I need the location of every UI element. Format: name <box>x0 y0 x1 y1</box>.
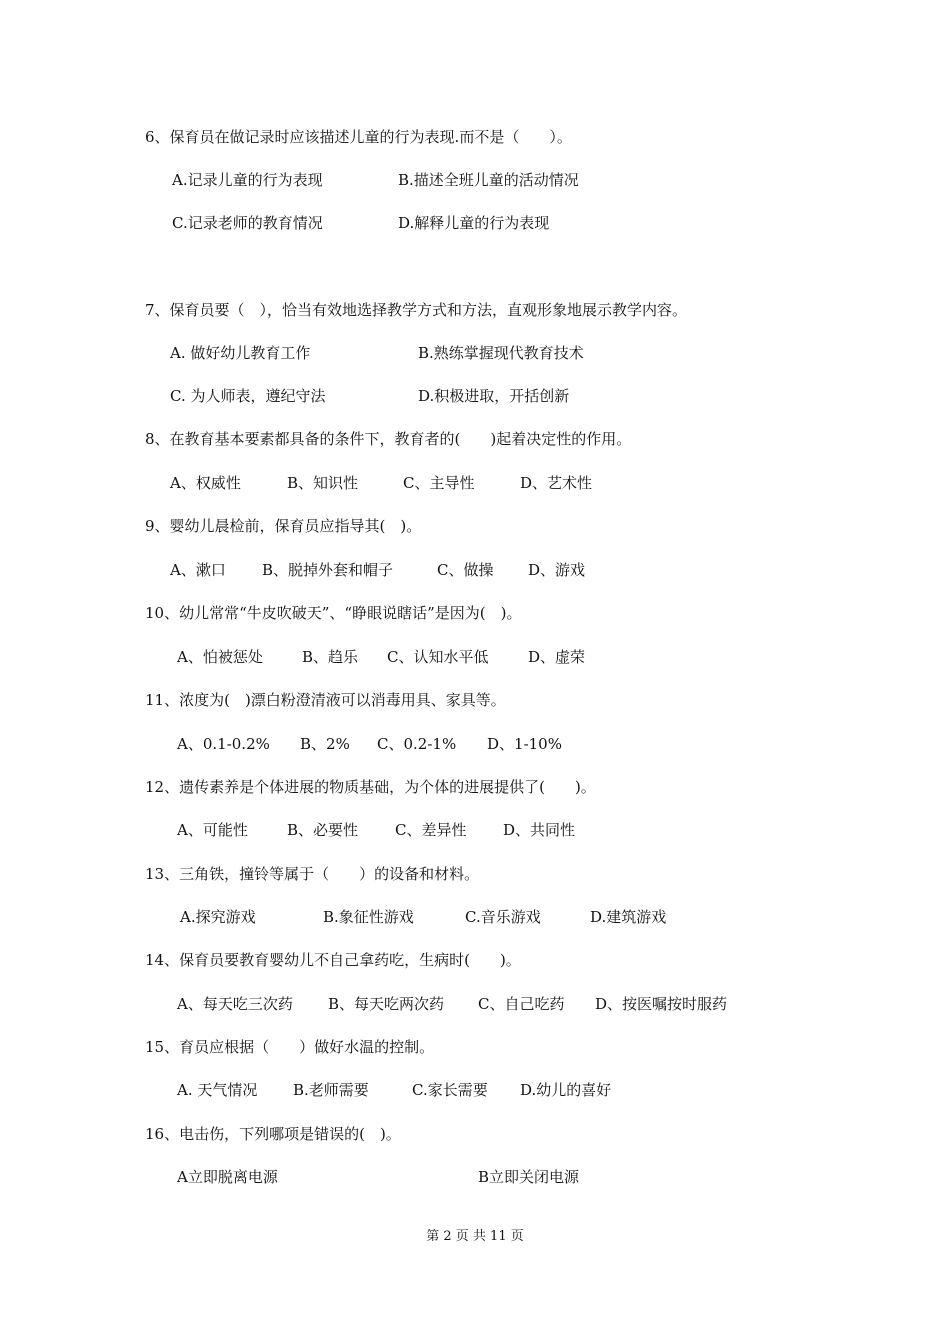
question-12: 12、遗传素养是个体进展的物质基础，为个体的进展提供了( )。 <box>145 778 596 796</box>
option-7c: C. 为人师表，遵纪守法 <box>170 387 326 405</box>
option-15c: C.家长需要 <box>412 1081 488 1099</box>
option-16b: B立即关闭电源 <box>478 1168 580 1186</box>
option-6a: A.记录儿童的行为表现 <box>172 171 323 189</box>
option-6b: B.描述全班儿童的活动情况 <box>398 171 579 189</box>
question-13: 13、三角铁，撞铃等属于（ ）的设备和材料。 <box>145 865 480 883</box>
option-10c: C、认知水平低 <box>387 648 489 666</box>
option-10a: A、怕被惩处 <box>177 648 263 666</box>
option-8c: C、主导性 <box>403 474 475 492</box>
option-11b: B、2% <box>300 735 350 753</box>
option-16a: A立即脱离电源 <box>177 1168 278 1186</box>
option-15b: B.老师需要 <box>293 1081 369 1099</box>
option-11d: D、1-10% <box>487 735 562 753</box>
option-8b: B、知识性 <box>287 474 359 492</box>
option-13b: B.象征性游戏 <box>323 908 414 926</box>
option-10d: D、虚荣 <box>528 648 586 666</box>
option-15a: A. 天气情况 <box>177 1081 258 1099</box>
option-14a: A、每天吃三次药 <box>177 995 293 1013</box>
option-8a: A、权威性 <box>170 474 241 492</box>
option-9a: A、漱口 <box>170 561 226 579</box>
question-9: 9、婴幼儿晨检前，保育员应指导其( )。 <box>145 517 422 535</box>
option-7d: D.积极进取，开括创新 <box>418 387 570 405</box>
question-16: 16、电击伤，下列哪项是错误的( )。 <box>145 1125 401 1143</box>
option-11c: C、0.2-1% <box>377 735 457 753</box>
question-7: 7、保育员要（ ），恰当有效地选择教学方式和方法，直观形象地展示教学内容。 <box>145 301 688 319</box>
page-footer: 第 2 页 共 11 页 <box>426 1229 524 1244</box>
option-8d: D、艺术性 <box>520 474 593 492</box>
question-6: 6、保育员在做记录时应该描述儿童的行为表现.而不是（ ）。 <box>145 128 572 146</box>
option-9c: C、做操 <box>437 561 494 579</box>
option-12c: C、差异性 <box>395 821 467 839</box>
option-15d: D.幼儿的喜好 <box>520 1081 612 1099</box>
option-12d: D、共同性 <box>503 821 576 839</box>
option-6d: D.解释儿童的行为表现 <box>398 214 550 232</box>
question-10: 10、幼儿常常“牛皮吹破天”、“睁眼说瞎话”是因为( )。 <box>145 604 522 622</box>
option-14c: C、自己吃药 <box>478 995 565 1013</box>
option-12a: A、可能性 <box>177 821 248 839</box>
option-14b: B、每天吃两次药 <box>328 995 445 1013</box>
option-6c: C.记录老师的教育情况 <box>172 214 323 232</box>
question-14: 14、保育员要教育婴幼儿不自己拿药吃，生病时( )。 <box>145 951 521 969</box>
option-12b: B、必要性 <box>287 821 359 839</box>
option-10b: B、趋乐 <box>302 648 359 666</box>
question-8: 8、在教育基本要素都具备的条件下，教育者的( )起着决定性的作用。 <box>145 430 632 448</box>
option-9d: D、游戏 <box>528 561 586 579</box>
option-13c: C.音乐游戏 <box>465 908 541 926</box>
option-11a: A、0.1-0.2% <box>177 735 270 753</box>
option-7b: B.熟练掌握现代教育技术 <box>418 344 584 362</box>
option-14d: D、按医嘱按时服药 <box>595 995 728 1013</box>
option-13a: A.探究游戏 <box>180 908 256 926</box>
question-11: 11、浓度为( )漂白粉澄清液可以消毒用具、家具等。 <box>145 691 506 709</box>
question-15: 15、育员应根据（ ）做好水温的控制。 <box>145 1038 435 1056</box>
option-13d: D.建筑游戏 <box>590 908 667 926</box>
option-9b: B、脱掉外套和帽子 <box>262 561 394 579</box>
option-7a: A. 做好幼儿教育工作 <box>170 344 311 362</box>
